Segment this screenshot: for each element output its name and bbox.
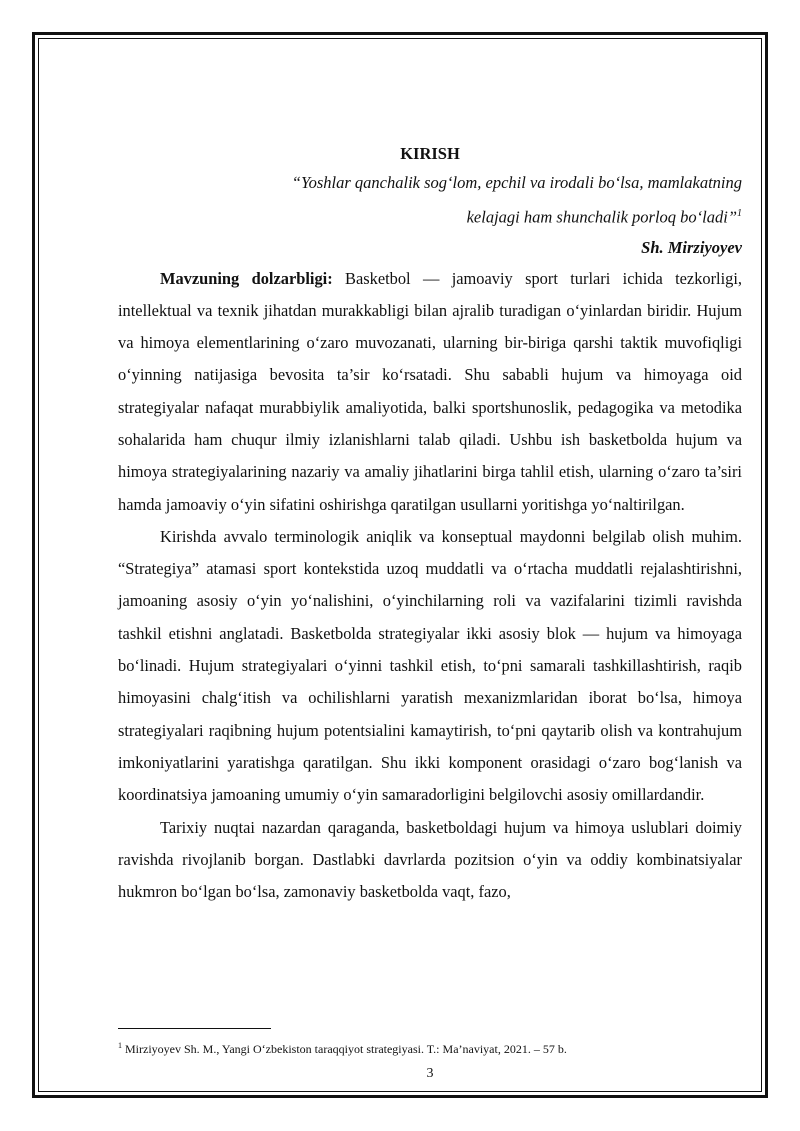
- footnote-reference: 1: [737, 207, 742, 219]
- paragraph-text: Basketbol — jamoaviy sport turlari ichida tezkorligi, intellektual va texnik jihatdan murakkabligi bilan ajralib turadigan o‘yinlardan biridir. Hujum va himoya elementlarining o‘zaro muvozanati, ularning bir-biriga qarshi taktik muvofiqligi o‘yinning natijasiga bevosita ta’sir ko‘rsatadi. Shu sababli hujum va himoyaga oid strategiyalar nafaqat murabbiylik amaliyotida, balki sportshunoslik, pedagogika va metodika sohalarida ham chuqur ilmiy izlanishlarni talab qiladi. Ushbu ish basketbolda hujum va himoya strategiyalarining nazariy va amaliy jihatlarini birga tahlil etish, ularning o‘zaro ta’siri hamda jamoaviy o‘yin sifatini oshirishga qaratilgan usullarni yoritishga yo‘naltirilgan.: [118, 268, 743, 514]
- epigraph: [118, 168, 742, 233]
- paragraph-history: Tarixiy nuqtai nazardan qaraganda, basketboldagi hujum va himoya uslublari doimiy ravishda rivojlanib borgan. Dastlabki davrlarda pozitsion o‘yin va oddiy kombinatsiyalar hukmron bo‘lgan bo‘lsa, zamonaviy basketbolda vaqt, fazo,: [118, 817, 742, 902]
- footnote-text: Mirziyoyev Sh. M., Yangi O‘zbekiston taraqqiyot strategiyasi. T.: Ma’naviyat, 2021. – 57 b.: [122, 1042, 567, 1056]
- footnote: [118, 1038, 742, 1057]
- page-number: 3: [426, 1066, 434, 1081]
- footnote-separator: [118, 1028, 271, 1029]
- footnote-number: 1: [118, 1041, 122, 1050]
- paragraph-terminology: Kirishda avvalo terminologik aniqlik va konseptual maydonni belgilab olish muhim. “Strategiya” atamasi sport kontekstida uzoq muddatli va o‘rtacha muddatli rejalashtirishni, jamoaning asosiy o‘yin yo‘nalishini, o‘yinchilarning roli va vazifalarini tizimli ravishda tashkil etishni anglatadi. Basketbolda strategiyalar ikki asosiy blok — hujum va himoyaga bo‘linadi. Hujum strategiyalari o‘yinni tashkil etish, to‘pni samarali tashkillashtirish, raqib himoyasini chalg‘itish va ochilishlarni yaratish mexanizmlaridan iborat bo‘lsa, himoya strategiyalari raqibning hujum potentsialini kamaytirish, to‘pni qaytarib olish va kontrahujum imkoniyatlarini yaratishga qaratilgan. Shu ikki komponent orasidagi o‘zaro bog‘lanish va koordinatsiya jamoaning umumiy o‘yin samaradorligini belgilovchi asosiy omillardandir.: [118, 526, 742, 805]
- paragraph-lead: Mavzuning dolzarbligi:: [160, 268, 333, 288]
- epigraph-line-2: kelajagi ham shunchalik porloq bo‘ladi”: [466, 207, 737, 226]
- section-heading: KIRISH: [400, 144, 460, 163]
- epigraph-author: Sh. Mirziyoyev: [641, 237, 742, 257]
- document-body: [118, 140, 742, 908]
- paragraph-relevance: [118, 263, 742, 521]
- epigraph-line-1: “Yoshlar qanchalik sog‘lom, epchil va irodali bo‘lsa, mamlakatning: [291, 173, 742, 192]
